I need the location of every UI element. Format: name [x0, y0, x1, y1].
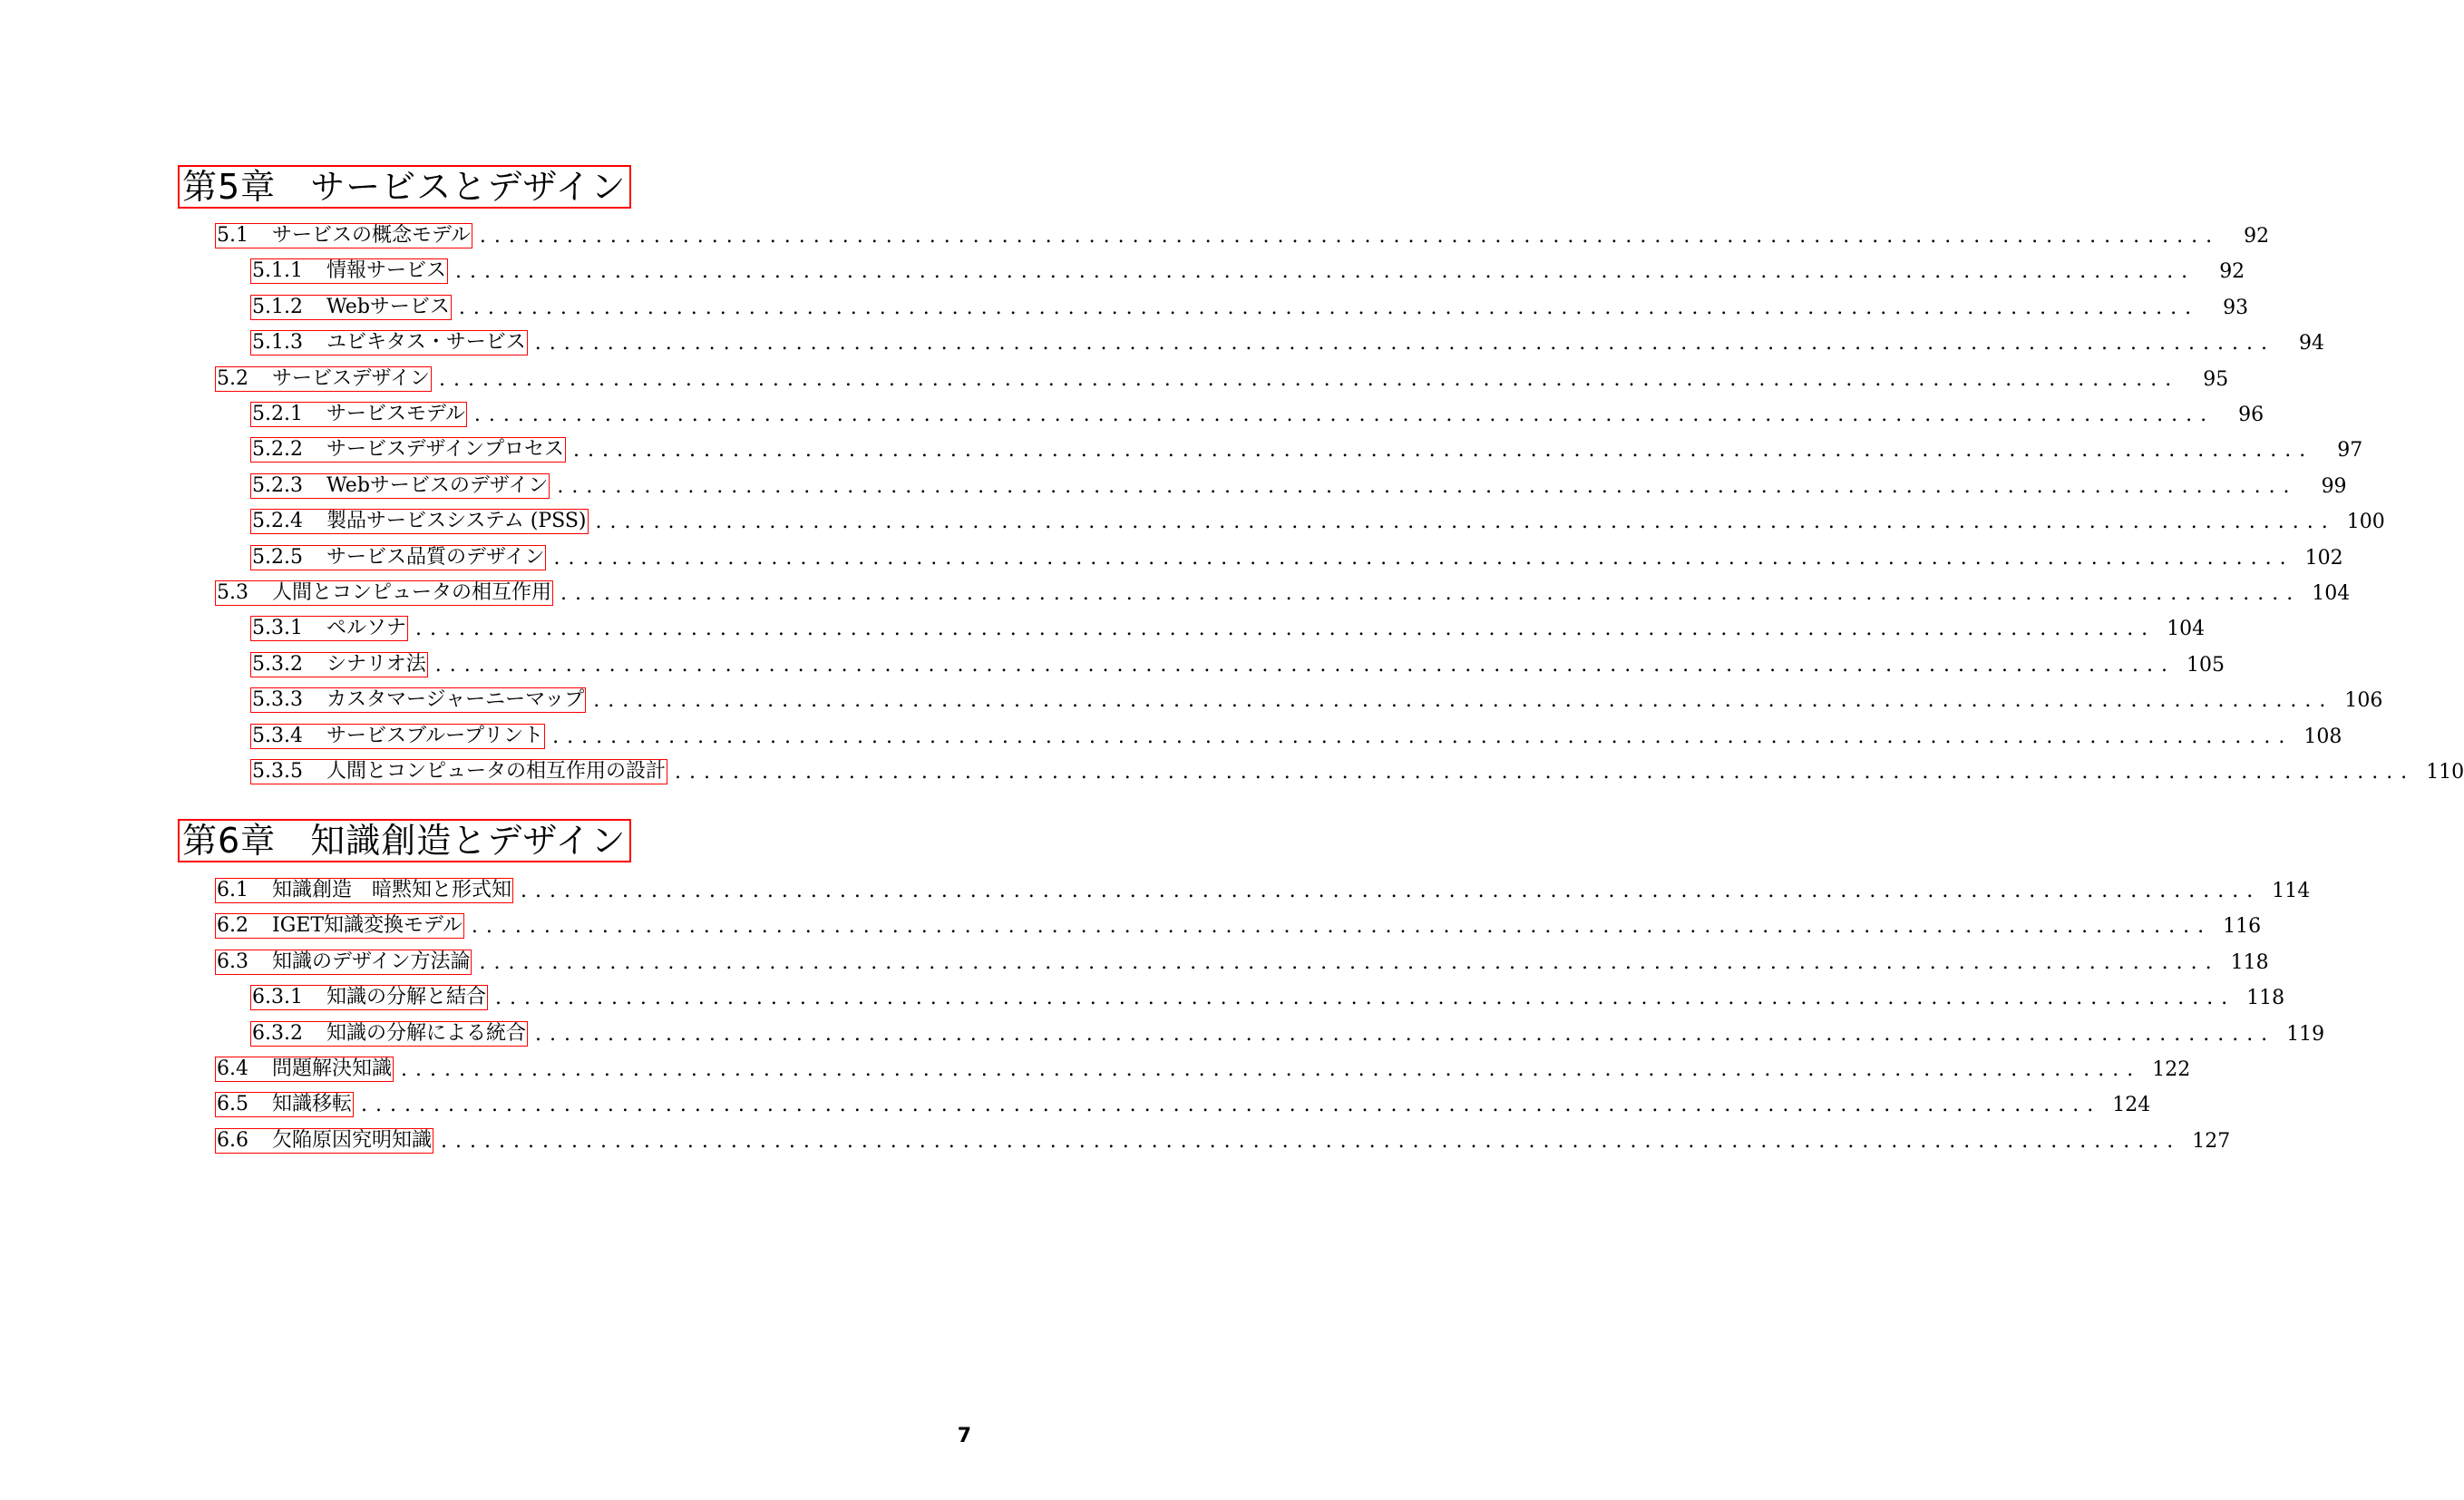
- toc-entry[interactable]: [0, 757, 2464, 784]
- toc-entry-title: サービスの概念モデル: [272, 224, 471, 247]
- toc-entry-link[interactable]: [250, 616, 408, 641]
- toc-entry-title: Webサービス: [326, 295, 450, 318]
- toc-entry-page: 100: [2346, 511, 2385, 534]
- toc-entry-link[interactable]: [250, 545, 546, 570]
- toc-entry-page: 93: [2223, 296, 2249, 319]
- toc-entry-page: 118: [2230, 950, 2269, 974]
- toc-entry-link[interactable]: [250, 402, 467, 427]
- toc-leader-dots: ........................................................................................................................: [560, 582, 2302, 605]
- toc-entry-link[interactable]: [250, 687, 586, 713]
- toc-entry-page: 110: [2426, 761, 2464, 784]
- toc-leader-dots: ........................................................................................................................: [455, 260, 2196, 284]
- chapter-heading[interactable]: [178, 819, 631, 862]
- toc-entry-title: 人間とコンピュータの相互作用の設計: [326, 760, 666, 783]
- toc-entry-number: 5.1.3: [252, 331, 303, 355]
- page-number: 7: [957, 1425, 971, 1447]
- toc-entry-link[interactable]: [215, 1128, 433, 1154]
- toc-entry-page: 97: [2337, 439, 2363, 463]
- toc-entry-number: 6.6: [217, 1128, 248, 1152]
- toc-entry-number: 5.3.3: [252, 688, 303, 712]
- toc-entry-page: 114: [2272, 880, 2311, 902]
- toc-entry-number: 5.3.5: [252, 760, 303, 783]
- toc-entry-link[interactable]: [250, 437, 566, 463]
- toc-entry-page: 106: [2344, 689, 2383, 713]
- chapter-title: サービスとデザイン: [310, 167, 627, 207]
- toc-entry-title: 欠陥原因究明知識: [272, 1128, 433, 1152]
- toc-leader-dots: ........................................................................................................................: [557, 474, 2298, 498]
- toc-entry-number: 5.2: [217, 366, 248, 390]
- toc-entry-page: 92: [2219, 260, 2245, 284]
- toc-entry[interactable]: [0, 1126, 2231, 1154]
- toc-entry-title: 知識移転: [272, 1093, 353, 1116]
- toc-entry-page: 94: [2298, 332, 2324, 356]
- toc-entry-page: 127: [2192, 1129, 2231, 1153]
- toc-entry-number: 5.3: [217, 581, 248, 604]
- toc-entry[interactable]: [0, 911, 2262, 939]
- toc-entry[interactable]: [0, 293, 2249, 320]
- toc-entry-title: 製品サービスシステム (PSS): [326, 510, 587, 533]
- toc-entry[interactable]: [0, 400, 2264, 427]
- toc-entry-number: 6.3.1: [252, 986, 303, 1009]
- toc-entry-page: 108: [2303, 725, 2342, 748]
- toc-entry-number: 6.4: [217, 1057, 248, 1080]
- toc-entry-page: 99: [2321, 474, 2347, 498]
- toc-leader-dots: ........................................................................................................................: [552, 725, 2294, 748]
- toc-entry-link[interactable]: [250, 473, 550, 499]
- toc-entry-link[interactable]: [215, 223, 472, 248]
- toc-entry-page: 105: [2186, 653, 2225, 677]
- toc-entry-number: 5.2.3: [252, 473, 303, 497]
- toc-leader-dots: ........................................................................................................................: [361, 1094, 2102, 1117]
- toc-entry-link[interactable]: [250, 509, 589, 534]
- toc-leader-dots: ........................................................................................................................: [553, 546, 2294, 570]
- toc-leader-dots: ........................................................................................................................: [439, 367, 2180, 391]
- toc-entry[interactable]: [0, 221, 2270, 248]
- toc-leader-dots: ........................................................................................................................: [434, 653, 2176, 677]
- toc-entry-number: 5.1.2: [252, 295, 303, 318]
- toc-leader-dots: ........................................................................................................................: [479, 950, 2220, 974]
- toc-entry-title: 知識の分解と結合: [326, 986, 486, 1009]
- toc-entry-page: 119: [2286, 1022, 2325, 1046]
- toc-entry-title: サービスブループリント: [326, 724, 544, 747]
- toc-entry-link[interactable]: [250, 330, 528, 356]
- toc-entry-link[interactable]: [215, 366, 432, 392]
- toc-entry-link[interactable]: [215, 1092, 354, 1117]
- chapter-heading-box[interactable]: [178, 819, 631, 862]
- toc-entry-number: 5.2.5: [252, 545, 303, 569]
- toc-entry-page: 124: [2112, 1094, 2151, 1117]
- toc-entry-page: 92: [2244, 225, 2270, 248]
- toc-entry-link[interactable]: [250, 258, 448, 284]
- toc-entry[interactable]: [0, 579, 2351, 606]
- toc-entry-title: シナリオ法: [326, 652, 426, 676]
- toc-leader-dots: ........................................................................................................................: [535, 1022, 2276, 1046]
- toc-entry-number: 5.1: [217, 224, 248, 247]
- toc-entry-link[interactable]: [250, 985, 488, 1010]
- toc-leader-dots: ........................................................................................................................: [479, 225, 2221, 248]
- toc-entry-page: 118: [2246, 987, 2285, 1010]
- toc-entry-title: 問題解決知識: [272, 1057, 393, 1080]
- toc-entry[interactable]: [0, 507, 2385, 534]
- toc-entry-number: 5.3.2: [252, 652, 303, 676]
- toc-entry-title: 知識の分解による統合: [326, 1021, 526, 1045]
- toc-entry-number: 5.2.4: [252, 510, 303, 533]
- toc-entry-link[interactable]: [250, 724, 545, 749]
- toc-entry-number: 6.2: [217, 914, 248, 938]
- toc-entry[interactable]: [0, 365, 2229, 392]
- toc-entry[interactable]: [0, 472, 2347, 499]
- toc-leader-dots: ........................................................................................................................: [415, 618, 2157, 641]
- toc-entry[interactable]: [0, 435, 2363, 463]
- toc-entry[interactable]: [0, 983, 2285, 1010]
- toc-entry-link[interactable]: [250, 759, 667, 784]
- toc-entry-number: 6.5: [217, 1093, 248, 1116]
- toc-entry-title: 情報サービス: [326, 259, 446, 283]
- toc-entry-link[interactable]: [215, 1057, 394, 1082]
- toc-entry[interactable]: [0, 543, 2343, 570]
- chapter-number: 第6章: [182, 821, 277, 861]
- toc-entry-title: IGET知識変換モデル: [272, 914, 463, 938]
- toc-entry-title: カスタマージャーニーマップ: [326, 688, 585, 712]
- toc-leader-dots: ........................................................................................................................: [675, 761, 2416, 784]
- toc-entry[interactable]: [0, 1019, 2325, 1047]
- chapter-title: 知識創造とデザイン: [310, 821, 627, 861]
- toc-entry[interactable]: [0, 948, 2269, 975]
- toc-entry-number: 6.3.2: [252, 1021, 303, 1045]
- toc-leader-dots: ........................................................................................................................: [471, 915, 2213, 939]
- toc-entry-link[interactable]: [250, 1021, 528, 1047]
- chapter-heading[interactable]: [178, 165, 631, 209]
- toc-leader-dots: ........................................................................................................................: [495, 987, 2236, 1010]
- toc-entry[interactable]: [0, 876, 2311, 903]
- toc-entry-number: 5.2.2: [252, 438, 303, 462]
- toc-entry[interactable]: [0, 614, 2206, 641]
- toc-leader-dots: ........................................................................................................................: [521, 880, 2262, 902]
- toc-entry-page: 122: [2152, 1058, 2191, 1081]
- toc-entry-link[interactable]: [250, 652, 428, 677]
- toc-leader-dots: ........................................................................................................................: [473, 404, 2216, 426]
- toc-entry-title: ユビキタス・サービス: [326, 331, 526, 355]
- toc-leader-dots: ........................................................................................................................: [534, 332, 2275, 356]
- toc-entry-title: Webサービスのデザイン: [326, 473, 549, 497]
- toc-leader-dots: ........................................................................................................................: [595, 511, 2336, 534]
- toc-entry-title: サービスデザイン: [272, 366, 431, 390]
- toc-leader-dots: ........................................................................................................................: [458, 296, 2200, 319]
- toc-entry-link[interactable]: [215, 913, 464, 939]
- toc-entry[interactable]: [0, 328, 2324, 356]
- toc-entry-page: 116: [2223, 915, 2262, 939]
- toc-entry[interactable]: [0, 1055, 2191, 1082]
- toc-entry[interactable]: [0, 1090, 2151, 1117]
- toc-entry[interactable]: [0, 686, 2383, 713]
- toc-entry-link[interactable]: [250, 295, 452, 320]
- toc-entry-page: 96: [2238, 404, 2264, 426]
- toc-entry-title: 人間とコンピュータの相互作用: [272, 581, 552, 604]
- toc-entry[interactable]: [0, 722, 2342, 749]
- toc-entry-title: サービスモデル: [326, 403, 465, 425]
- toc-leader-dots: ........................................................................................................................: [573, 439, 2314, 463]
- toc-entry-link[interactable]: [215, 878, 513, 903]
- toc-entry-title: ペルソナ: [326, 617, 406, 640]
- toc-entry[interactable]: [0, 650, 2225, 677]
- toc-entry-number: 6.1: [217, 879, 248, 901]
- toc-entry-link[interactable]: [215, 950, 472, 975]
- toc-entry[interactable]: [0, 257, 2245, 284]
- toc-leader-dots: ........................................................................................................................: [401, 1058, 2142, 1081]
- chapter-number: 第5章: [182, 167, 277, 207]
- chapter-heading-box[interactable]: [178, 165, 631, 209]
- toc-entry-number: 5.1.1: [252, 259, 303, 283]
- toc-entry-title: 知識のデザイン方法論: [272, 950, 471, 973]
- toc-leader-dots: ........................................................................................................................: [593, 689, 2334, 713]
- toc-entry-link[interactable]: [215, 580, 553, 606]
- toc-leader-dots: ........................................................................................................................: [441, 1129, 2182, 1153]
- toc-entry-page: 102: [2304, 546, 2343, 570]
- toc-entry-number: 6.3: [217, 950, 248, 973]
- toc-entry-title: 知識創造 暗黙知と形式知: [272, 879, 512, 901]
- toc-entry-page: 95: [2203, 367, 2229, 391]
- toc-entry-number: 5.3.4: [252, 724, 303, 747]
- toc-entry-number: 5.3.1: [252, 617, 303, 640]
- toc-entry-page: 104: [2312, 582, 2351, 605]
- toc-entry-title: サービスデザインプロセス: [326, 438, 565, 462]
- toc-entry-page: 104: [2167, 618, 2206, 641]
- toc-entry-number: 5.2.1: [252, 403, 303, 425]
- toc-entry-title: サービス品質のデザイン: [326, 545, 545, 569]
